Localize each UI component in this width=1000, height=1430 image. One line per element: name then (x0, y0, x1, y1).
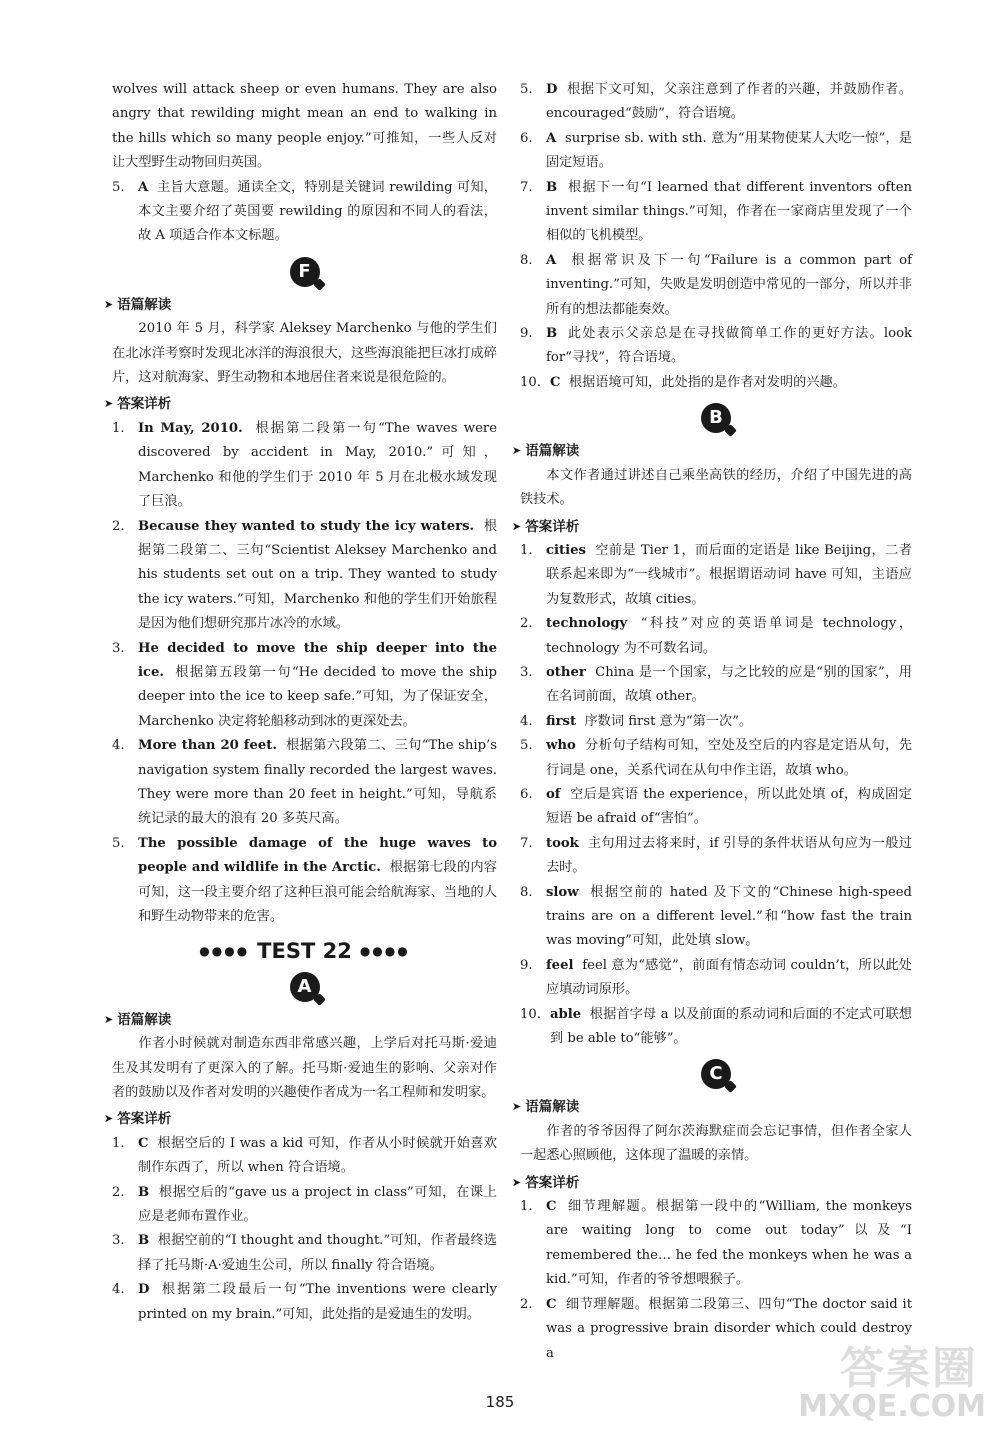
arrow-icon: ➤ (104, 297, 114, 311)
answer-item: 3. He decided to move the ship deeper into the ice. 根据第五段第一句“He decided to move the ship deeper into the ice to keep safe.”可知，为了保证安全，Marchenko 决定将轮船移动到冰的更深处去。 (112, 640, 498, 729)
decorative-dots: ●●●● (359, 944, 410, 959)
decorative-dots: ●●●● (199, 944, 250, 959)
section-badge-a: A (290, 972, 320, 1002)
answers-heading: ➤ 答案详析 (104, 1107, 497, 1131)
arrow-icon: ➤ (512, 444, 522, 458)
answer-item: 4. More than 20 feet. 根据第六段第二、三句“The ship’s navigation system finally recorded the largest waves. They were more than 20 feet in height.”可知，导航系统记录的最大的浪有 20 多英尺高。 (112, 738, 497, 827)
item-explanation: 主旨大意题。通读全文，特别是关键词 rewilding 可知，本文主要介绍了英国要 rewilding 的原因和不同人的看法，故 A 项适合作本文标题。 (138, 179, 497, 244)
watermark-top-text: 答案圈 (840, 1343, 978, 1394)
section-badge-c: C (701, 1059, 731, 1089)
continuation-paragraph: wolves will attack sheep or even humans. They are also angry that rewilding might mean an end to walking in the hills which so many people enjoy.”可推知，一些人反对让大型野生动物回归英国。 (112, 82, 497, 171)
answer-item: 5. The possible damage of the huge waves to people and wildlife in the Arctic. 根据第七段的内容可知，这一段主要介绍了这种巨浪可能会给航海家、当地的人和野生动物带来的危害。 (112, 835, 497, 924)
answers-heading: ➤ 答案详析 (512, 1171, 912, 1195)
item-answer: A (138, 179, 149, 195)
test-title: ●●●● TEST 22 ●●●● (199, 939, 410, 964)
arrow-icon: ➤ (104, 397, 114, 411)
answer-item: 1. C 细节理解题。根据第一段中的“William, the monkeys are waiting long to come out today”以及“I remembered the… he fed the monkeys when he was a kid.”可知，作者的爷爷想喂猴子。 (520, 1199, 912, 1288)
intro-paragraph: 2010 年 5 月，科学家 Aleksey Marchenko 与他的学生们在北冰洋考察时发现北冰洋的海浪很大，这些海浪能把巨冰打成碎片，这对航海家、野生动物和本地居住者来说是很危险的。 (112, 321, 497, 386)
answer-item: 5. who 分析句子结构可知，空处及空后的内容是定语从句，先行词是 one，关系代词在从句中作主语，故填 who。 (520, 738, 912, 778)
answer-item: 4. D 根据第二段最后一句“The inventions were clearly printed on my brain.”可知，此处指的是爱迪生的发明。 (112, 1282, 497, 1322)
section-badge-f: F (290, 257, 320, 287)
answer-item: 9. feel feel 意为“感觉”，前面有情态动词 couldn’t，所以此处应填动词原形。 (520, 957, 912, 998)
answer-item: 10. able 根据首字母 a 以及前面的系动词和后面的不定式可联想到 be able to“能够”。 (520, 1006, 912, 1047)
intro-paragraph: 作者小时候就对制造东西非常感兴趣，上学后对托马斯·爱迪生及其发明有了更深入的了解。托马斯·爱迪生的影响、父亲对作者的鼓励以及作者对发明的兴趣使作者成为一名工程师和发明家。 (112, 1036, 497, 1101)
answers-heading: ➤ 答案详析 (104, 392, 497, 416)
answer-item: 9. B 此处表示父亲总是在寻找做简单工作的更好方法。look for“寻找”，符合语境。 (520, 326, 912, 366)
answer-item: 3. B 根据空前的“I thought and thought.”可知，作者最终选择了托马斯·A·爱迪生公司，所以 finally 符合语境。 (112, 1233, 497, 1273)
intro-heading: ➤ 语篇解读 (512, 439, 912, 463)
answer-item: 8. A 根据常识及下一句“Failure is a common part of inventing.”可知，失败是发明创造中常见的一部分，所以并非所有的想法都能奏效。 (520, 252, 912, 317)
answers-heading: ➤ 答案详析 (512, 515, 912, 539)
answer-item: 2. C 细节理解题。根据第二段第三、四句“The doctor said it was a progressive brain disorder which could destroy a (520, 1296, 913, 1361)
answer-item: 10. C 根据语境可知，此处指的是作者对发明的兴趣。 (520, 374, 846, 390)
page-number: 185 (485, 1393, 515, 1411)
answer-item: 2. B 根据空后的“gave us a project in class”可知，在课上应是老师布置作业。 (112, 1184, 497, 1225)
intro-paragraph: 作者的爷爷因得了阿尔茨海默症而会忘记事情，但作者全家人一起悉心照顾他，这体现了温暖的亲情。 (520, 1123, 912, 1164)
section-badge-b: B (701, 403, 731, 433)
arrow-icon: ➤ (512, 1100, 522, 1114)
arrow-icon: ➤ (104, 1112, 114, 1126)
answer-item: 6. of 空后是宾语 the experience，所以此处填 of，构成固定短语 be afraid of“害怕”。 (520, 786, 912, 827)
answer-item: 6. A surprise sb. with sth. 意为“用某物使某人大吃一惊”，是固定短语。 (520, 130, 912, 171)
watermark-bottom-text: MXQE.COM (798, 1389, 986, 1424)
intro-heading: ➤ 语篇解读 (512, 1095, 912, 1119)
answer-item: 1. cities 空前是 Tier 1，而后面的定语是 like Beijing，二者联系起来即为“一线城市”。根据谓语动词 have 可知，主语应为复数形式，故填 cities。 (520, 542, 912, 607)
answer-item (112, 176, 497, 249)
answer-item: 7. took 主句用过去将来时，if 引导的条件状语从句应为一般过去时。 (520, 835, 912, 876)
answer-item: 8. slow 根据空前的 hated 及下文的“Chinese high-speed trains are on a different level.”和“how fast the train was moving”可知，此处填 slow。 (520, 884, 912, 949)
answer-item: 2. Because they wanted to study the icy waters. 根据第二段第二、三句“Scientist Aleksey Marchenko and his students set out on a trip. They wanted to study the icy waters.”可知，Marchenko 和他的学生们开始旅程是因为他们想研究那片冰冷的水域。 (112, 518, 497, 632)
answer-item: 2. technology “科技”对应的英语单词是 technology，technology 为不可数名词。 (520, 616, 913, 656)
right-column (512, 78, 913, 1366)
answer-item: 5. D 根据下文可知，父亲注意到了作者的兴趣，并鼓励作者。encouraged“鼓励”，符合语境。 (520, 82, 912, 122)
left-column (104, 78, 498, 1327)
intro-heading: ➤ 语篇解读 (104, 293, 497, 317)
answer-item: 1. C 根据空后的 I was a kid 可知，作者从小时候就开始喜欢制作东西了，所以 when 符合语境。 (112, 1135, 497, 1176)
intro-paragraph: 本文作者通过讲述自己乘坐高铁的经历，介绍了中国先进的高铁技术。 (520, 467, 912, 508)
answer-item: 1. In May, 2010. 根据第二段第一句“The waves were discovered by accident in May, 2010.”可知，Marchenko 和他的学生们于 2010 年 5 月在北极水域发现了巨浪。 (112, 420, 498, 510)
answer-item: 4. first 序数词 first 意为“第一次”。 (520, 713, 753, 729)
intro-heading: ➤ 语篇解读 (104, 1008, 497, 1032)
answer-item: 3. other China 是一个国家，与之比较的应是“别的国家”，用在名词前面，故填 other。 (520, 664, 912, 705)
answer-item: 7. B 根据下一句“I learned that different inventors often invent similar things.”可知，作者在一家商店里发现了一个相似的飞机模型。 (520, 179, 912, 244)
arrow-icon: ➤ (512, 519, 522, 533)
arrow-icon: ➤ (104, 1012, 114, 1026)
watermark-logo (790, 1332, 986, 1424)
item-number: 5. (112, 179, 125, 195)
arrow-icon: ➤ (512, 1175, 522, 1189)
